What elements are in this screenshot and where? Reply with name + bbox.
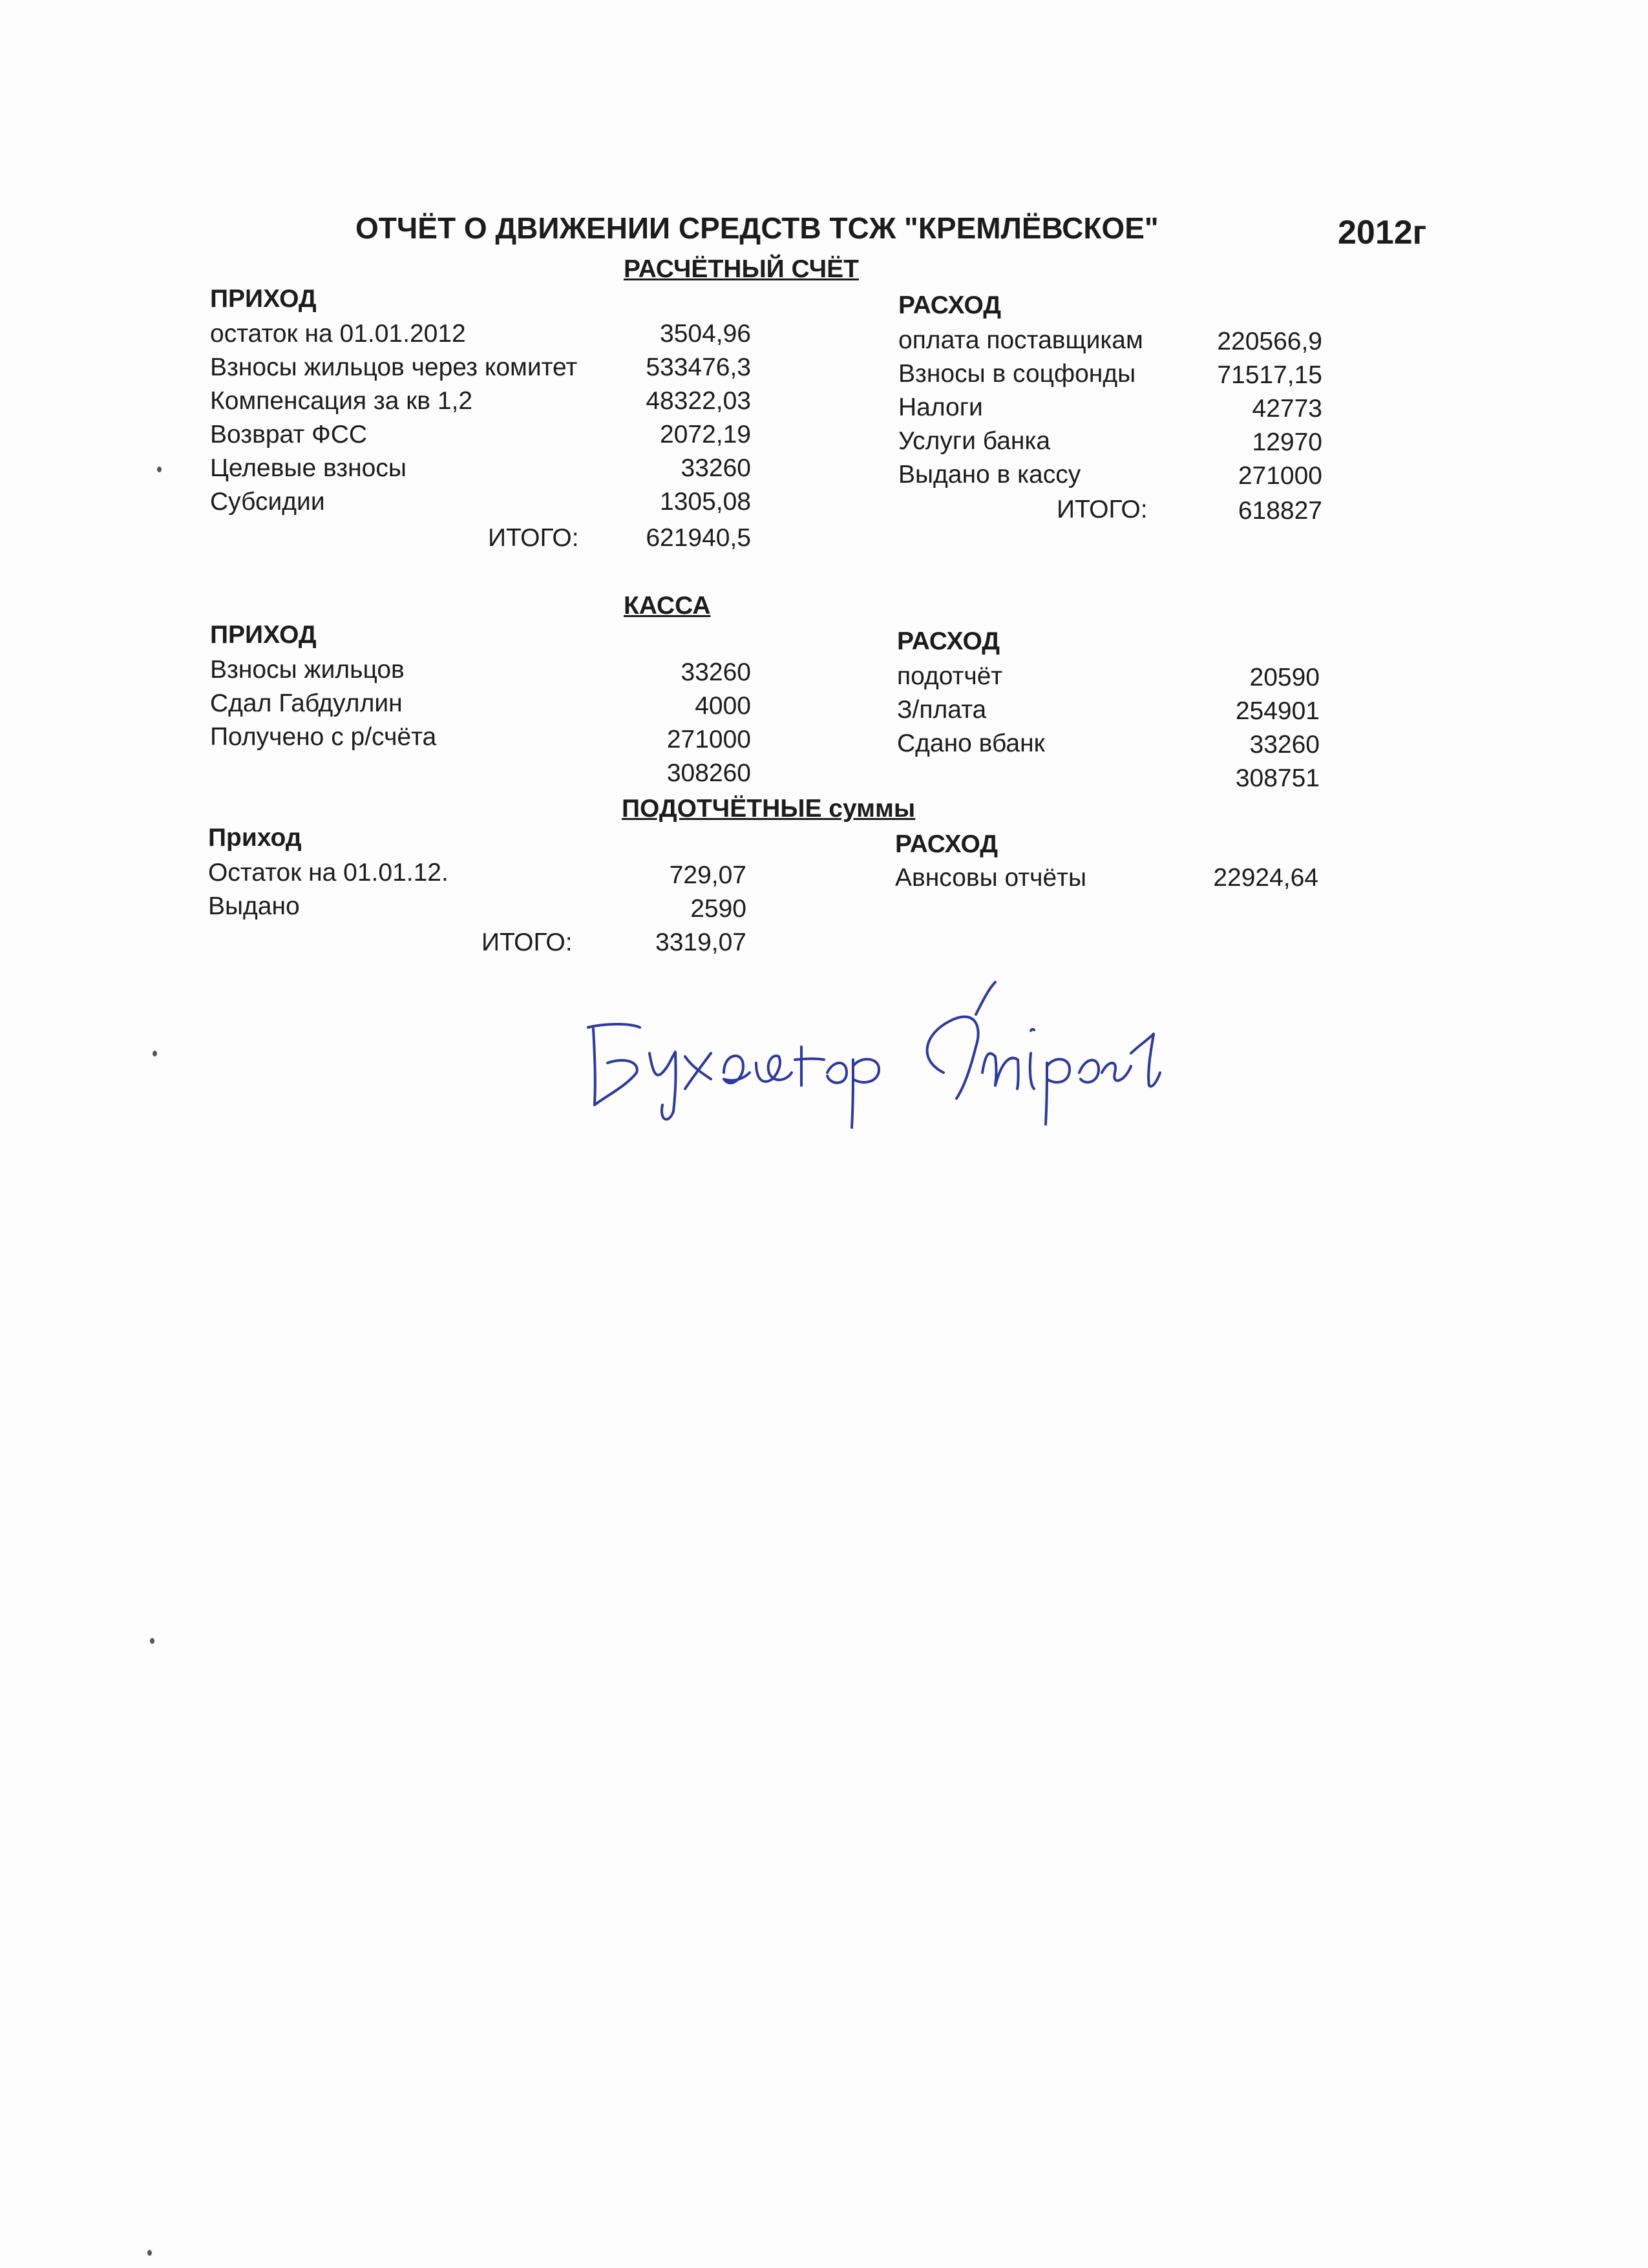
expense-total-label: ИТОГО: [1057, 496, 1148, 523]
cash-expense-total: 308751 [1235, 764, 1320, 792]
cash-income-row-name: Получено с р/счёта [210, 723, 437, 751]
expense-row-name: Услуги банка [898, 427, 1051, 455]
expense-row-name: Налоги [898, 394, 983, 421]
cash-income-row-value: 271000 [666, 726, 751, 753]
cash-expense-label: РАСХОД [897, 627, 1000, 655]
expense-row-name: Выдано в кассу [898, 461, 1081, 488]
expense-row-value: 12970 [1252, 428, 1322, 456]
expense-row-name: Взносы в соцфонды [898, 360, 1136, 388]
income-row-name: Целевые взносы [210, 454, 407, 482]
income-row-name: остаток на 01.01.2012 [210, 320, 466, 348]
income-total-value: 621940,5 [646, 524, 751, 552]
accountable-income-row-value: 729,07 [669, 861, 746, 889]
accountable-total-value: 3319,07 [655, 929, 746, 956]
cash-expense-row-value: 254901 [1235, 697, 1320, 725]
scan-speck [157, 467, 162, 472]
expense-row-value: 42773 [1252, 395, 1322, 423]
expense-row-value: 220566,9 [1217, 328, 1322, 355]
report-title: ОТЧЁТ О ДВИЖЕНИИ СРЕДСТВ ТСЖ "КРЕМЛЁВСКОЕ" [355, 211, 1159, 245]
cash-expense-row-name: З/плата [897, 696, 987, 724]
current-account-expense-label: РАСХОД [898, 291, 1002, 319]
cash-income-row-name: Сдал Габдуллин [210, 689, 403, 717]
accountable-expense-label: РАСХОД [895, 830, 998, 858]
income-row-value: 48322,03 [646, 387, 751, 415]
cash-income-label: ПРИХОД [210, 621, 317, 649]
income-row-value: 533476,3 [646, 353, 751, 381]
accountable-income-row-value: 2590 [690, 895, 746, 923]
cash-expense-row-name: Сдано вбанк [897, 730, 1045, 757]
current-account-income-label: ПРИХОД [210, 285, 317, 313]
income-row-value: 2072,19 [660, 421, 751, 448]
cash-expense-row-value: 33260 [1249, 731, 1320, 759]
accountable-income-row-name: Остаток на 01.01.12. [208, 859, 449, 887]
section-heading-cash: КАССА [624, 592, 711, 620]
cash-income-total: 308260 [666, 759, 751, 787]
income-row-name: Субсидии [210, 488, 325, 516]
cash-expense-row-name: подотчёт [897, 662, 1003, 690]
cash-expense-row-value: 20590 [1249, 664, 1320, 691]
scan-speck [150, 1638, 154, 1644]
income-row-value: 1305,08 [660, 488, 751, 516]
income-row-name: Взносы жильцов через комитет [210, 353, 578, 381]
accountable-expense-row-value: 22924,64 [1213, 864, 1318, 892]
expense-row-name: оплата поставщикам [898, 326, 1143, 354]
cash-income-row-value: 33260 [681, 658, 751, 686]
report-year: 2012г [1338, 214, 1427, 251]
income-total-label: ИТОГО: [488, 524, 579, 552]
income-row-value: 33260 [681, 454, 751, 482]
scan-speck [153, 1051, 157, 1056]
accountable-expense-row-name: Авнсовы отчёты [895, 864, 1087, 892]
expense-total-value: 618827 [1238, 497, 1322, 525]
scan-speck [147, 2250, 152, 2256]
income-row-value: 3504,96 [660, 320, 751, 348]
cash-income-row-value: 4000 [695, 692, 751, 720]
section-heading-current-account: РАСЧЁТНЫЙ СЧЁТ [624, 255, 860, 283]
accountable-total-label: ИТОГО: [481, 929, 573, 956]
accountable-income-label: Приход [208, 824, 302, 852]
handwritten-signature [530, 976, 1163, 1144]
income-row-name: Возврат ФСС [210, 421, 368, 448]
cash-income-row-name: Взносы жильцов [210, 656, 405, 684]
income-row-name: Компенсация за кв 1,2 [210, 387, 473, 415]
section-heading-accountable: ПОДОТЧЁТНЫЕ суммы [622, 795, 916, 823]
expense-row-value: 71517,15 [1217, 361, 1322, 389]
expense-row-value: 271000 [1238, 462, 1322, 490]
accountable-income-row-name: Выдано [208, 892, 300, 920]
